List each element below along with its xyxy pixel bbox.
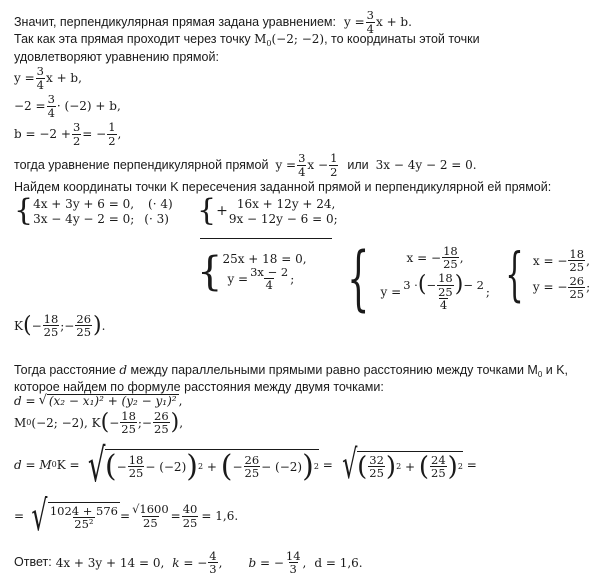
eq2-fraction (47, 93, 56, 118)
denominator: 2 (108, 133, 116, 148)
m-sub: 0 (266, 39, 272, 48)
intro-formula-lhs: y = (344, 15, 365, 29)
numerator: 3 (47, 92, 55, 107)
eq2-lhs: −2 = (14, 99, 46, 113)
intro-text-2a: Так как эта прямая проходит через точку (14, 32, 251, 46)
denominator: 25² (74, 517, 94, 531)
left-paren: ( (100, 409, 110, 435)
calc-minus-1: − (−2) (145, 459, 187, 474)
brace-icon: { (14, 193, 34, 228)
eq3-end: , (117, 127, 122, 141)
points-k-fraction-1 (120, 410, 137, 435)
perp-line (14, 149, 477, 181)
sys5-row2-lhs: y = − (532, 280, 568, 295)
calc-minus-2: − (−2) (261, 459, 303, 474)
or-text: или (347, 157, 369, 172)
numerator: 1 (330, 151, 338, 166)
sys3-row2-lhs: y = (227, 271, 249, 286)
denominator: 25 (443, 257, 458, 272)
final-eq: = (14, 509, 25, 523)
sys1-row1-mult: (· 4) (148, 196, 173, 211)
distance-para-2: которое найдем по формуле расстояния между двумя точками: (14, 380, 384, 394)
answer-k-end: , (218, 555, 223, 570)
denominator: 4 (47, 105, 55, 120)
sum-divider (200, 238, 332, 239)
sys3-row1: 25x + 18 = 0, (222, 251, 307, 266)
final-result: = 1,6. (201, 509, 239, 523)
sys1-row2-mult: (· 3) (144, 211, 169, 226)
right-paren: ) (170, 409, 180, 435)
numerator: √1600 (132, 502, 169, 517)
left-paren: ( (22, 312, 32, 338)
system-3 (197, 249, 307, 295)
eq1-fraction (36, 65, 45, 90)
right-paren: ) (385, 451, 397, 482)
eq3-fraction-2 (107, 121, 116, 146)
intro-formula-rhs: x + b. (375, 15, 412, 29)
eq1-rhs: x + b, (45, 71, 82, 85)
system-1 (14, 193, 173, 228)
numerator: 3x − 2 (250, 264, 289, 279)
intro-line-3: удовлетворяют уравнению прямой: (14, 50, 219, 64)
answer-equation: 4x + 3y + 14 = 0, (55, 555, 165, 570)
perp-general-eq: 3x − 4y − 2 = 0. (375, 158, 477, 172)
numerator: 4 (209, 549, 217, 563)
answer-line (14, 550, 363, 575)
sys4-row1-lhs: x = − (406, 250, 442, 265)
eq3-mid: = − (82, 127, 107, 141)
points-end: , (179, 415, 184, 430)
answer-d-value: d = 1,6. (314, 555, 363, 570)
denominator: 25 (569, 260, 585, 275)
sys3-fraction (249, 266, 289, 291)
answer-b-end: , (302, 555, 307, 570)
denominator: 4 (36, 77, 44, 92)
para1-c: и K, (545, 363, 569, 377)
right-paren: ) (93, 312, 102, 338)
m0-coords: (−2; −2), K (31, 415, 101, 430)
sys4-row2-lhs: y = (380, 284, 402, 299)
numerator: 18 (128, 452, 144, 467)
sqrt-icon: √ (31, 491, 48, 540)
para1-a: Тогда расстояние (14, 363, 116, 377)
left-paren: ( (104, 448, 117, 484)
k-label: K (14, 318, 23, 333)
numerator: 18 (43, 312, 59, 326)
distance-formula (14, 394, 182, 407)
system-5 (496, 240, 591, 308)
numerator: 18 (569, 247, 585, 262)
calc-fraction-1 (128, 454, 145, 479)
numerator: 40 (182, 502, 198, 517)
sys3-row2-end: ; (290, 271, 295, 286)
numerator: 32 (369, 452, 384, 467)
sys4-row1-end: , (459, 250, 464, 265)
intersection-heading: Найдем координаты точки K пересечения заданной прямой и перпендикулярной ей прямой: (14, 180, 552, 194)
points-k-fraction-2 (153, 410, 170, 435)
numerator: 14 (285, 549, 301, 563)
numerator: 26 (569, 273, 585, 288)
denominator: 4 (298, 164, 306, 179)
point-m0 (254, 32, 324, 46)
system-4 (336, 237, 490, 319)
formula-lhs: d = (14, 393, 36, 408)
calc-fraction-2 (244, 454, 261, 479)
sqrt-icon: √ (38, 393, 47, 408)
denominator: 25 (569, 286, 585, 301)
sys2-row2: 9x − 12y − 6 = 0; (228, 211, 338, 226)
sys2-row1: 16x + 12y + 24, (236, 196, 336, 211)
denominator: 3 (209, 562, 217, 577)
right-paren: ) (186, 448, 198, 484)
sys1-row2: 3x − 4y − 2 = 0; (33, 211, 135, 226)
para1-d: d (119, 363, 128, 377)
left-paren: ( (357, 451, 368, 482)
formula-end: , (178, 393, 183, 408)
eq1-lhs: y = (14, 71, 35, 85)
denominator: 25 (76, 325, 92, 340)
denominator: 3 (289, 562, 297, 577)
calc-fraction-3 (368, 454, 385, 479)
sys5-row2-end: ; (586, 280, 591, 295)
numerator: 26 (244, 452, 260, 467)
para1-sub: 0 (537, 370, 543, 379)
numerator: 1024 + 576 (49, 503, 118, 518)
point-k: K ( − $\frac{18}{25}$ ;− $\frac{26}{25}$ ) . (14, 312, 106, 340)
numerator: 3 · ( − $\frac{18}{25}$ ) − 2 (403, 271, 484, 299)
denominator: 4 (366, 21, 374, 36)
final-fraction-2 (131, 503, 170, 528)
denominator: 25 (128, 466, 144, 480)
denominator: 25 (182, 515, 198, 530)
final-eq-3: = (170, 509, 181, 523)
eq2-rhs: · (−2) + b, (56, 99, 121, 113)
left-paren: ( (417, 272, 427, 298)
distance-calc (14, 438, 477, 492)
final-fraction-1 (49, 505, 119, 530)
eq3-lhs: b = −2 + (14, 127, 71, 141)
right-paren: ) (447, 451, 458, 482)
sys4-row2-fraction (402, 272, 485, 310)
k-end: . (101, 318, 106, 333)
distance-para-1 (14, 364, 568, 379)
m-label: M (14, 415, 27, 430)
formula-radicand: (x₂ − x₁)² + (y₂ − y₁)² (48, 394, 177, 408)
sys5-row1-end: , (586, 253, 590, 268)
denominator: 25 (154, 422, 169, 437)
calc-radicand-2: ( $\frac{32}{25}$ ) 2 + ( $\frac{24}{25}$ ) 2 (357, 451, 463, 482)
system-2 (197, 193, 338, 228)
right-paren: ) (454, 272, 464, 298)
sqrt-icon: √ (341, 442, 358, 488)
sys1-row1: 4x + 3y + 6 = 0, (33, 196, 135, 211)
k-fraction-1 (43, 313, 60, 338)
answer-k-fraction (208, 550, 217, 575)
left-paren: ( (220, 448, 233, 484)
intro-text-2b: , то координаты этой точки (324, 32, 480, 46)
brace-icon: { (197, 249, 223, 295)
denominator: 25 (143, 515, 158, 530)
sqrt-icon: √ (87, 438, 106, 492)
denominator: 25 (244, 466, 260, 480)
calc-k: K = (56, 458, 80, 472)
numerator: 1 (108, 120, 116, 135)
brace-icon: { (505, 240, 524, 308)
numerator: 3 (36, 64, 44, 79)
numerator: 26 (76, 312, 92, 326)
perp-fraction-1 (297, 152, 306, 177)
denominator: 25 (438, 284, 453, 299)
left-paren: ( (418, 451, 430, 482)
distance-points: M 0 (−2; −2), K ( − $\frac{18}{25}$ ;− $\frac{26}{25}$ ) , (14, 409, 184, 437)
perp-mid: x − (307, 158, 329, 172)
sys5-row1-fraction (568, 248, 585, 273)
numerator: 18 (443, 244, 458, 259)
intro-line-2 (14, 33, 480, 48)
calc-fraction-4 (430, 454, 447, 479)
numerator: 3 (366, 8, 374, 23)
numerator: 24 (431, 452, 446, 467)
denominator: 25 (369, 466, 384, 480)
distance-final (14, 491, 239, 540)
right-paren: ) (302, 448, 314, 484)
denominator: 4 (265, 278, 273, 292)
num-part-b: − 2 (463, 278, 484, 292)
denominator: 25 (431, 466, 446, 480)
brace-icon: { (197, 193, 217, 228)
m-sub: 0 (26, 417, 32, 427)
derivation-eq-3 (14, 119, 121, 149)
calc-eq: = (322, 458, 333, 472)
sys5-row2-fraction (568, 275, 585, 300)
plus-sign: + (216, 203, 228, 219)
numerator: 26 (154, 409, 169, 423)
final-fraction-3 (182, 503, 199, 528)
numerator: 18 (121, 409, 136, 423)
calc-radicand: ( − $\frac{18}{25}$ − (−2) ) 2 + ( − $\frac{26}{25}$ − (−2) ) 2 (104, 448, 319, 484)
denominator: 4 (439, 297, 448, 312)
num-part-a: 3 · (403, 278, 418, 292)
final-eq-2: = (120, 509, 131, 523)
calc-sub: 0 (51, 460, 57, 469)
m0-coords: (−2; −2) (271, 32, 325, 46)
perp-fraction-2 (329, 152, 338, 177)
eq3-fraction-1 (72, 121, 81, 146)
calc-eq-2: = (466, 458, 477, 472)
denominator: 25 (121, 422, 136, 437)
answer-b-fraction (285, 550, 302, 575)
perp-lhs: y = (275, 158, 297, 172)
denominator: 25 (43, 325, 59, 340)
sys4-row2-end: ; (485, 284, 490, 299)
inner-fraction (437, 272, 454, 297)
para1-b: между параллельными прямыми равно расстоянию между точками M (130, 363, 538, 377)
derivation-eq-1 (14, 63, 82, 93)
k-fraction-2 (75, 313, 92, 338)
denominator: 2 (72, 133, 81, 148)
sys5-row1-lhs: x = − (532, 253, 568, 268)
answer-k-lhs: k = − (172, 555, 208, 570)
numerator: 18 (438, 271, 453, 286)
intro-text-1: Значит, перпендикулярная прямая задана уравнением: (14, 14, 336, 29)
numerator: 3 (298, 151, 306, 166)
m-label: M (254, 32, 267, 46)
final-radicand (48, 502, 120, 530)
calc-lhs: d = M (14, 458, 52, 472)
intro-fraction (366, 9, 375, 34)
denominator: 2 (330, 164, 338, 179)
answer-b-lhs: b = − (248, 555, 284, 570)
derivation-eq-2 (14, 91, 121, 121)
answer-label: Ответ: (14, 555, 52, 570)
brace-icon: { (347, 237, 370, 319)
numerator: 3 (72, 120, 81, 135)
sys4-row1-fraction (442, 245, 459, 270)
perp-text: тогда уравнение перпендикулярной прямой (14, 157, 269, 172)
